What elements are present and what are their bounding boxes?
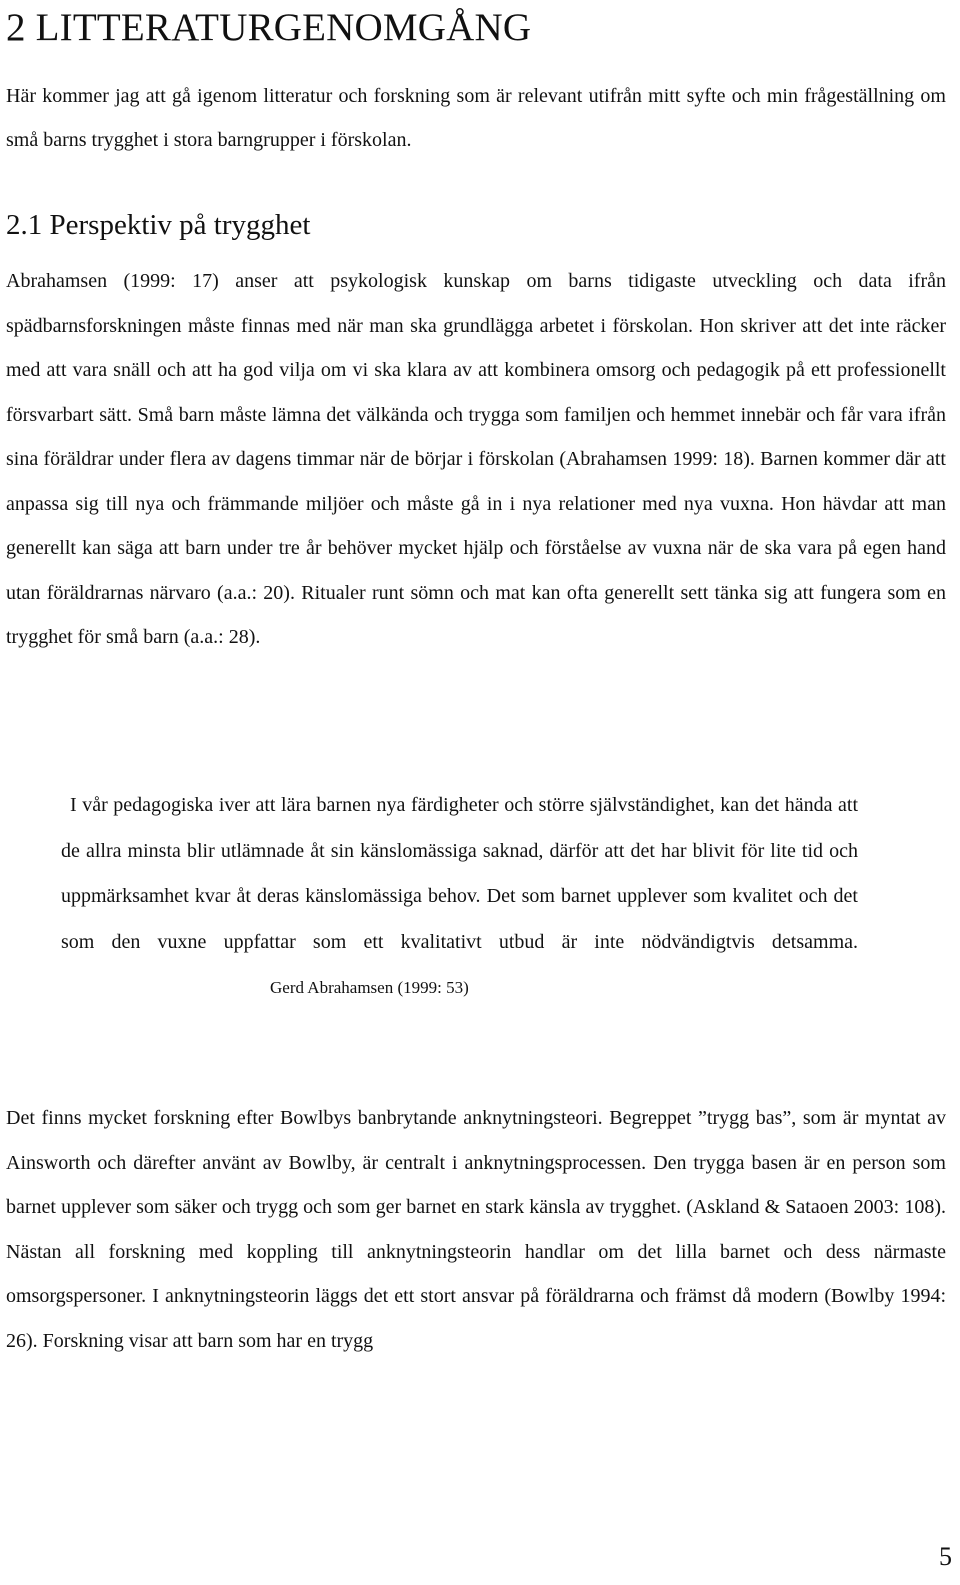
block-quote — [61, 783, 858, 1011]
body-paragraph-1: Abrahamsen (1999: 17) anser att psykologisk kunskap om barns tidigaste utveckling och data ifrån spädbarnsforskningen måste finnas med när man ska grundlägga arbetet i förskolan. Hon skriver att det inte räcker med att vara snäll och att ha god vilja om vi ska klara av att kombinera omsorg och pedagogik på ett professionellt försvarbart sätt. Små barn måste lämna det välkända och trygga som familjen och hemmet innebär och får vara ifrån sina föräldrar under flera av dagens timmar när de börjar i förskolan (Abrahamsen 1999: 18). Barnen kommer där att anpassa sig till nya och främmande miljöer och måste gå in i nya relationer med nya vuxna. Hon hävdar att man generellt kan säga att barn under tre år behöver mycket hjälp och förståelse av vuxna när de ska vara på egen hand utan föräldrarnas närvaro (a.a.: 20). Ritualer runt sömn och mat kan ofta generellt sett tänka sig att fungera som en trygghet för små barn (a.a.: 28). — [6, 270, 946, 648]
quote-text: I vår pedagogiska iver att lära barnen nya färdigheter och större självständighet, kan det hända att de allra minsta blir utlämnade åt sin känslomässiga saknad, därför att det har blivit för lite tid och uppmärksamhet kvar åt deras känslomässiga behov. Det som barnet upplever som kvalitet och det som den vuxne uppfattar som ett kvalitativt utbud är inte nödvändigtvis detsamma. — [61, 794, 858, 953]
section-heading: 2.1 Perspektiv på trygghet — [6, 209, 311, 241]
intro-paragraph: Här kommer jag att gå igenom litteratur och forskning som är relevant utifrån mitt syfte och min frågeställning om små barns trygghet i stora barngrupper i förskolan. — [6, 85, 946, 151]
page-number: 5 — [939, 1542, 952, 1571]
quote-citation: Gerd Abrahamsen (1999: 53) — [270, 978, 469, 997]
chapter-heading: 2 LITTERATURGENOMGÅNG — [6, 6, 532, 49]
body-paragraph-2: Det finns mycket forskning efter Bowlbys banbrytande anknytningsteori. Begreppet ”trygg bas”, som är myntat av Ainsworth och därefter använt av Bowlby, är centralt i anknytningsprocessen. Den trygga basen är en person som barnet upplever som säker och trygg och som ger barnet en stark känsla av trygghet. (Askland & Sataoen 2003: 108). Nästan all forskning med koppling till anknytningsteorin handlar om det lilla barnet och dess närmaste omsorgspersoner. I anknytningsteorin läggs det ett stort ansvar på föräldrarna och främst då modern (Bowlby 1994: 26). Forskning visar att barn som har en trygg — [6, 1107, 946, 1352]
